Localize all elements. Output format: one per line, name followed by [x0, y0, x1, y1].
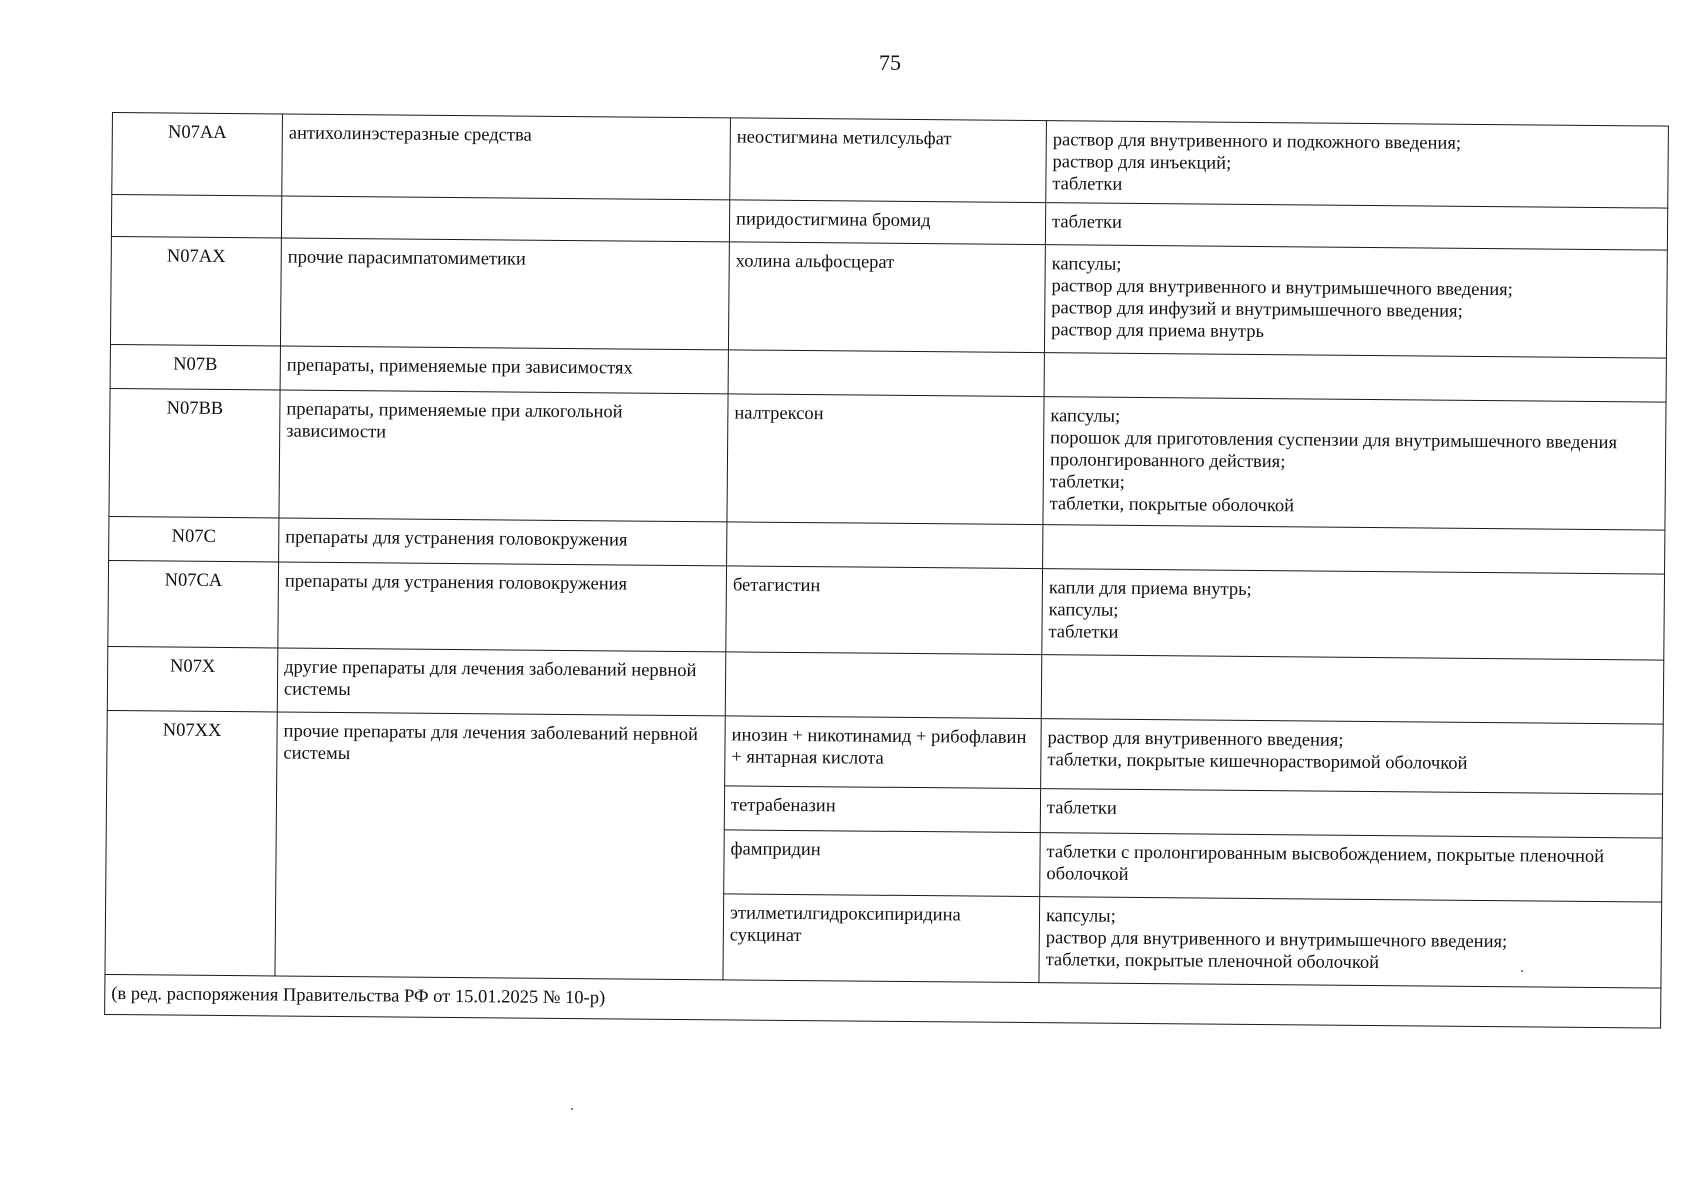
dosage-forms — [1040, 789, 1662, 838]
atc-code: N07C — [109, 516, 279, 561]
amendment-note: (в ред. распоряжения Правительства РФ от 15.01.2025 № 10-р) — [105, 974, 1661, 1028]
group-name: другие препараты для лечения заболеваний нервной системы — [277, 648, 726, 716]
atc-code — [111, 195, 281, 238]
dosage-forms — [1044, 245, 1667, 358]
atc-code: N07AX — [110, 236, 281, 345]
dosage-form: раствор для инфузий и внутримышечного введения; — [1051, 298, 1463, 322]
dosage-form: раствор для инъекций; — [1052, 152, 1232, 174]
dosage-form: раствор для внутривенного и внутримышечного введения; — [1045, 928, 1508, 953]
group-name: антихолинэстеразные средства — [282, 114, 731, 200]
dosage-forms — [1044, 353, 1666, 402]
dosage-form: таблетки, покрытые оболочкой — [1049, 494, 1295, 517]
dosage-form: раствор для внутривенного и внутримышечного введения; — [1051, 276, 1513, 301]
scan-speck — [1521, 970, 1523, 972]
dosage-form: таблетки с пролонгированным высвобождением, покрытые пленочной оболочкой — [1046, 842, 1605, 885]
dosage-form: капсулы; — [1048, 600, 1119, 621]
dosage-forms — [1043, 397, 1666, 530]
drug-table-container — [104, 112, 1668, 1029]
dosage-form: капсулы; — [1045, 906, 1116, 927]
dosage-form: порошок для приготовления суспензии для внутримышечного введения пролонгированного действия; — [1049, 428, 1618, 473]
group-name: препараты, применяемые при зависимостях — [280, 346, 728, 394]
page-number: 75 — [879, 50, 901, 75]
dosage-forms — [1046, 121, 1669, 208]
dosage-forms — [1041, 655, 1664, 724]
dosage-forms — [1043, 525, 1665, 574]
dosage-form: капли для приема внутрь; — [1048, 578, 1252, 600]
dosage-form: таблетки; — [1049, 472, 1125, 493]
group-name: прочие парасимпатомиметики — [280, 238, 729, 350]
dosage-form: таблетки, покрытые пленочной оболочкой — [1045, 950, 1380, 974]
drug-name: фампридин — [724, 830, 1041, 897]
dosage-forms — [1042, 569, 1665, 660]
table-row — [110, 236, 1667, 358]
group-name — [281, 196, 729, 242]
group-name: прочие препараты для лечения заболеваний нервной системы — [275, 712, 725, 980]
dosage-form: таблетки — [1051, 212, 1123, 233]
drug-name: пиридостигмина бромид — [729, 200, 1045, 245]
drug-name — [727, 522, 1043, 569]
group-name: препараты для устранения головокружения — [279, 518, 727, 566]
dosage-form: раствор для внутривенного введения; — [1047, 728, 1344, 751]
drug-name — [725, 652, 1042, 719]
table-row — [107, 710, 1664, 794]
group-name: препараты для устранения головокружения — [278, 562, 727, 652]
drug-name: неостигмина метилсульфат — [730, 118, 1047, 203]
dosage-forms — [1039, 897, 1662, 988]
drug-name: тетрабеназин — [724, 786, 1040, 833]
drug-name: холина альфосцерат — [728, 242, 1045, 353]
drug-name: этилметилгидроксипиридина сукцинат — [723, 894, 1040, 983]
atc-code: N07B — [110, 344, 280, 389]
dosage-forms — [1040, 833, 1663, 902]
atc-code: N07CA — [108, 560, 279, 647]
dosage-form: таблетки, покрытые кишечнорастворимой оболочкой — [1047, 750, 1468, 774]
scan-speck — [571, 1108, 573, 1110]
group-name: препараты, применяемые при алкогольной зависимости — [279, 390, 728, 522]
drug-name: бетагистин — [726, 566, 1043, 655]
atc-code: N07BB — [109, 388, 280, 517]
table-row — [109, 388, 1666, 530]
drug-table — [104, 112, 1669, 1029]
dosage-form: раствор для внутривенного и подкожного введения; — [1052, 130, 1462, 154]
dosage-form: раствор для приема внутрь — [1051, 320, 1265, 343]
dosage-forms — [1041, 719, 1664, 794]
table-row — [108, 560, 1665, 660]
table-row — [112, 113, 1669, 209]
dosage-forms — [1045, 203, 1667, 250]
drug-name: инозин + никотинамид + рибофлавин + янтарная кислота — [725, 716, 1042, 789]
dosage-form: таблетки — [1048, 622, 1119, 643]
drug-name — [728, 350, 1044, 397]
atc-code: N07XX — [105, 710, 277, 975]
dosage-form: таблетки — [1046, 798, 1117, 819]
dosage-form: таблетки — [1052, 174, 1123, 195]
atc-code: N07X — [107, 646, 278, 711]
atc-code: N07AA — [112, 113, 283, 196]
dosage-form: капсулы; — [1051, 254, 1122, 275]
dosage-form: капсулы; — [1050, 406, 1121, 427]
drug-name: налтрексон — [727, 394, 1044, 525]
